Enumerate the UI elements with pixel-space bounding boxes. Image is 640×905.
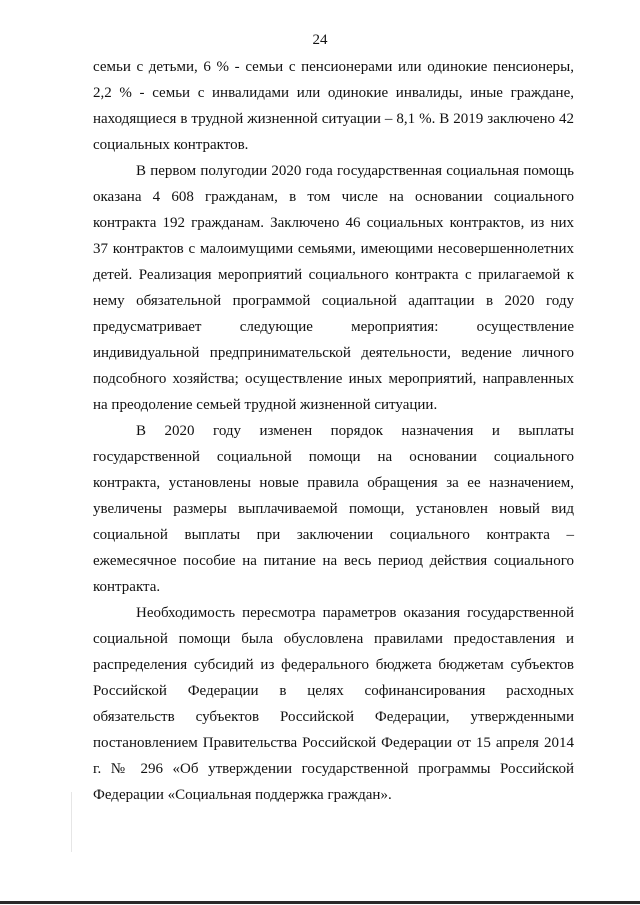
paragraph-2020-changes: В 2020 году изменен порядок назначения и выплаты государственной социальной помощи на основании социального контракта, установлены новые правила обращения за ее назначением, увеличены размеры выплачиваемой помощи, установлен новый вид социальной выплаты при заключении социального контракта – ежемесячное пособие на питание на весь период действия социального контракта. [93, 423, 574, 595]
paragraph-first-half-2020: В первом полугодии 2020 года государственная социальная помощь оказана 4 608 гражданам, в том числе на основании социального контракта 192 гражданам. Заключено 46 социальных контрактов, из них 37 контрактов с малоимущими семьями, имеющими несовершеннолетних детей. Реализация мероприятий социального контракта с прилагаемой к нему обязательной программой социальной адаптации в 2020 году предусматривает следующие мероприятия: осуществление индивидуальной предпринимательской деятельности, ведение личного подсобного хозяйства; осуществление иных мероприятий, направленных на преодоление семьей трудной жизненной ситуации. [93, 163, 574, 413]
page-bottom-edge [0, 901, 640, 904]
paragraph-revision-necessity: Необходимость пересмотра параметров оказания государственной социальной помощи была обусловлена правилами предоставления и распределения субсидий из федерального бюджета бюджетам субъектов Российской Федерации в целях софинансирования расходных обязательств субъектов Российской Федерации, утвержденными постановлением Правительства Российской Федерации от 15 апреля 2014 г. № 296 «Об утверждении государственной программы Российской Федерации «Социальная поддержка граждан». [93, 605, 574, 803]
document-body [93, 54, 574, 808]
page-number: 24 [312, 32, 328, 48]
paragraph-continuation: семьи с детьми, 6 % - семьи с пенсионерами или одинокие пенсионеры, 2,2 % - семьи с инвалидами или одинокие инвалиды, иные граждане, находящиеся в трудной жизненной ситуации – 8,1 %. В 2019 заключено 42 социальных контрактов. [93, 59, 574, 153]
scan-artifact [71, 792, 72, 852]
